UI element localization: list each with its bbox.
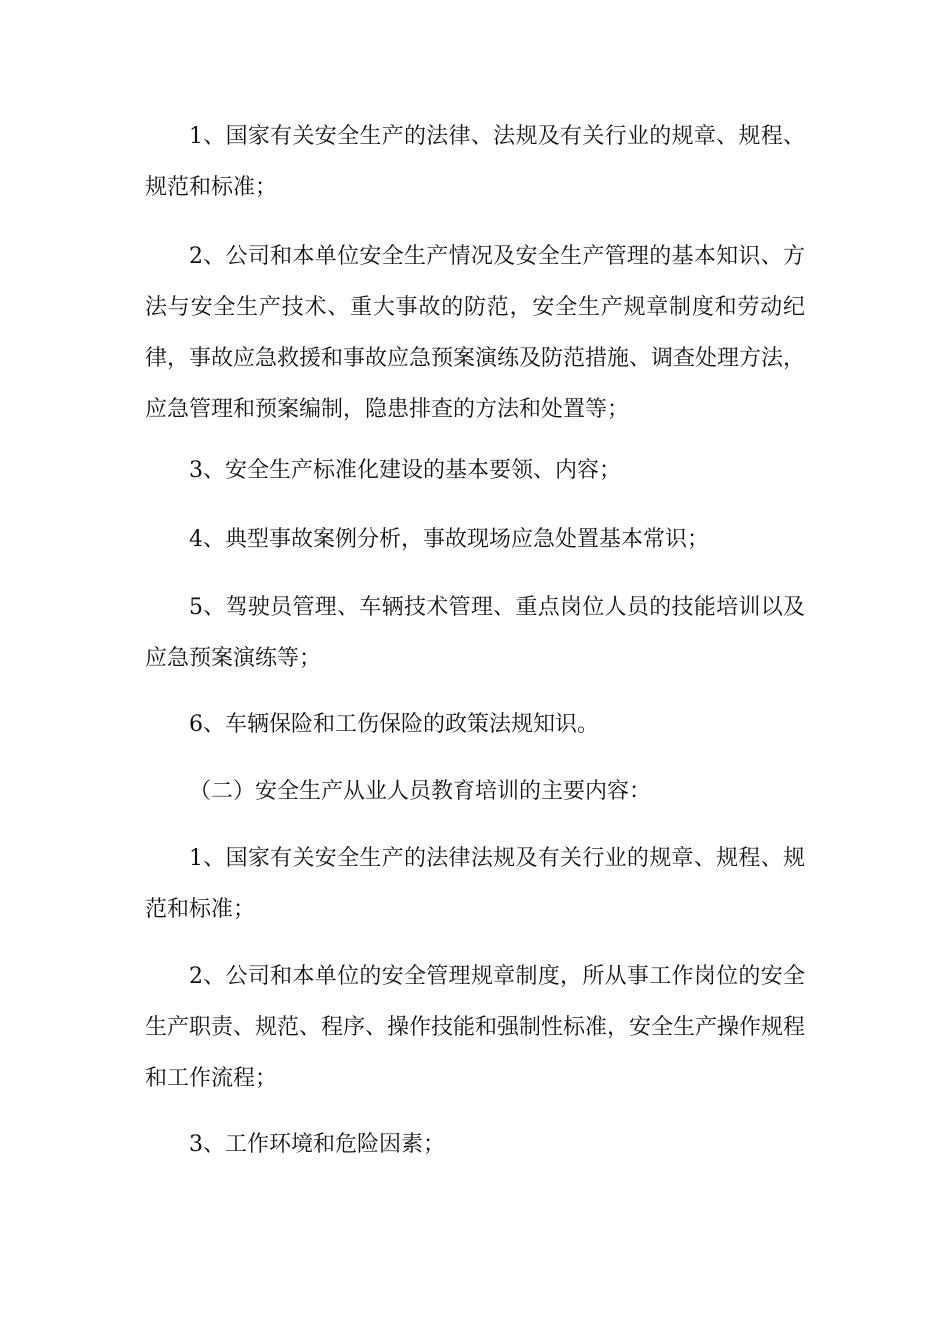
paragraph-5: 5、驾驶员管理、车辆技术管理、重点岗位人员的技能培训以及应急预案演练等； — [145, 595, 805, 671]
paragraph-8: 2、公司和本单位的安全管理规章制度，所从事工作岗位的安全生产职责、规范、程序、操作技能和强制性标准，安全生产操作规程和工作流程； — [145, 964, 806, 1091]
paragraph-6: 6、车辆保险和工伤保险的政策法规知识。 — [189, 712, 599, 737]
paragraph-1: 1、国家有关安全生产的法律、法规及有关行业的规章、规程、规范和标准； — [145, 124, 805, 200]
paragraph-3: 3、安全生产标准化建设的基本要领、内容； — [189, 458, 621, 483]
paragraph-7: 1、国家有关安全生产的法律法规及有关行业的规章、规程、规范和标准； — [145, 846, 805, 922]
paragraph-2: 2、公司和本单位安全生产情况及安全生产管理的基本知识、方法与安全生产技术、重大事故的防范，安全生产规章制度和劳动纪律，事故应急救援和事故应急预案演练及防范措施、调查处理方法，应急管理和预案编制，隐患排查的方法和处置等； — [145, 244, 806, 422]
paragraph-9: 3、工作环境和危险因素； — [189, 1132, 445, 1157]
section-heading: （二）安全生产从业人员教育培训的主要内容： — [189, 779, 652, 804]
paragraph-4: 4、典型事故案例分析，事故现场应急处置基本常识； — [189, 527, 709, 552]
